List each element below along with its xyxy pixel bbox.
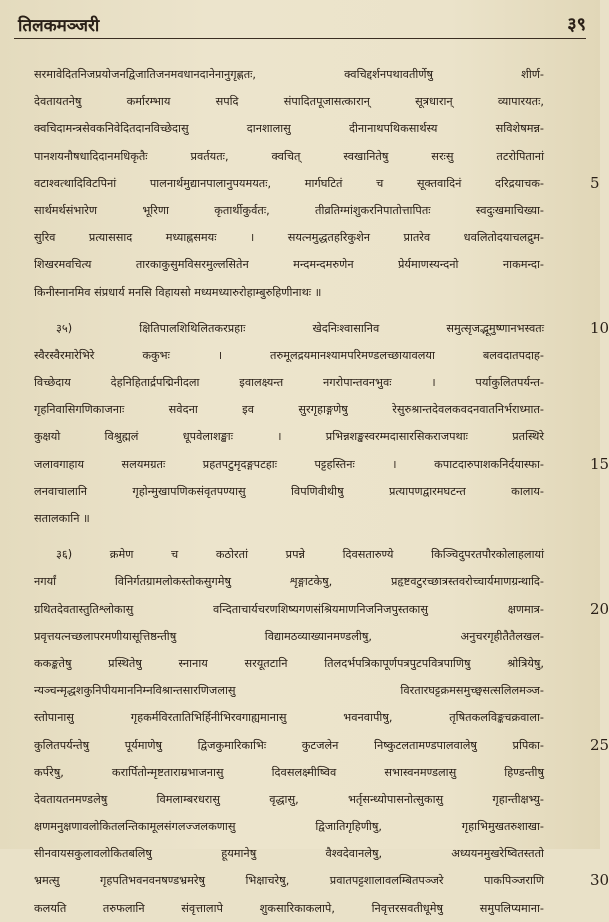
text-line [34,423,544,450]
text-line [34,732,609,759]
text-line [34,170,600,197]
line-number: 5 [590,173,600,192]
text-line-content: ३५) क्षितिपालशिथिलितकरप्रहाः खेदनिःश्वासानिव समुत्सृजद्भूमुष्णानभस्वतः [56,321,544,335]
line-number: 10 [590,318,609,337]
text-line-content: पानशयनौषधादिदानमधिकृतैः प्रवर्तयतः, क्वचित् स्वखानितेषु सरःसु तटरोपितानां [34,149,544,163]
text-line-content: वटाश्वत्थादिविटपिनां पालनार्थमुद्यानपालानुपयमयतः, मार्गघटितं च सूक्तवादिनं दरिद्रयाचक- [34,176,544,190]
text-line [34,143,544,170]
text-line-content: शिखरमवचित्य तारकाकुसुमविसरमुल्लसितेन मन्दमन्दमरुणेन प्रेर्यमाणस्यन्दनो नाकमन्दा- [34,258,544,272]
text-line-content: भ्रमत्सु गृहपतिभवनवनषण्डभ्रमरेषु भिक्षाचरेषु, प्रवातपट्टशालावलम्बितपञ्जरे पाकपिञ्जराणि [34,874,544,888]
text-line-content: क्षणमनुक्षणावलोकितलन्तिकामूलसंगलज्जलकणासु द्विजातिगृहिणीषु, गृहाभिमुखतरुशाखा- [34,820,544,834]
text-line [34,840,544,867]
text-line-content: प्रवृत्तयत्नच्छलापरमणीयासूत्तिष्ठन्तीषु विद्यामठव्याख्यानमण्डलीषु, अनुचरगृहीतैतैलखल- [34,629,544,643]
sanskrit-text-body [34,61,609,922]
line-number: 30 [590,871,609,890]
text-line-content: विच्छेदाय देहनिहितार्द्रपद्मिनीदला इवालक्ष्यन्त नगरोपान्तवनभुवः । पर्याकुलितपर्यन्त- [34,376,544,390]
text-line-content: कलयति तरुफलानि संवृत्तालापे शुकसारिकाकलापे, निवृत्तरसवतीधूमेषु समुपलिप्यमाना- [34,901,544,915]
text-line-content: लनवाचालानि गृहोन्मुखापणिकसंवृतपण्यासु विपणिवीथीषु प्रत्यापणद्वारमघटन्त कालाय- [34,484,544,498]
text-line-content: सतालकानि ॥ [34,512,90,525]
text-line-content: न्यञ्चन्मृद्धशकुनिपीयमाननिम्नविश्रान्तसारणिजलासु विरतारघट्टक्रमसमुच्छ्वसत्सलिलमञ्ज- [34,684,544,698]
text-line-content: नगर्यां विनिर्गतग्रामलोकस्तोकसुगमेषु शृङ्गाटकेषु, प्रहृष्टवटुरच्छात्रस्तवरोच्चार्यमाणग्रन्थादि- [34,575,544,589]
text-line-content: सुरिव प्रत्याससाद मध्याह्नसमयः । सयत्नमुद्धतहरिकुशेन प्रातरेव धवलितोदयाचलद्रुम- [34,231,544,245]
text-line [34,197,544,224]
text-line [34,596,609,623]
text-line-content: ग्रथितदेवतास्तुतिश्लोकासु वन्दिताचार्यचरणशिष्यगणसंश्रियमाणनिजनिजपुस्तकासु क्षणमात्र- [34,602,544,616]
text-line [34,677,544,704]
text-line [34,61,544,88]
text-line [34,704,544,731]
text-line-content: स्वैरस्वैरमारेभिरे ककुभः । तरुमूलद्रयमानश्यामपरिमण्डलच्छायावलया बलवदातपदाह- [34,348,544,362]
text-line-content: ककङ्कतेषु प्रस्थितेषु स्नानाय सरयूतटानि तिलदर्भपत्रिकापूर्णपत्रपुटपवित्रपाणिषु श्रोत्रियेषु, [34,656,544,670]
line-number: 15 [590,454,609,473]
text-line [34,650,544,677]
text-line-content: सरमावेदितनिजप्रयोजनद्विजातिजनमवधानदानेनानुगृह्णतः, क्वचिद्दर्शनपथावतीर्णेषु शीर्ण- [34,68,544,81]
text-line [34,478,544,505]
text-line [34,867,609,894]
text-line [34,396,544,423]
text-line-content: कर्परेषु, करार्पितोन्मृष्टताराम्रभाजनासु दिवसलक्ष्मीष्विव सभास्वनमण्डलासु हिण्डन्तीषु [34,765,544,779]
text-line-content: क्वचिदामन्त्रसेवकनिवेदितदानविच्छेदासु दानशालासु दीनानाथपथिकसार्थस्य सविशेषमन्न- [34,122,544,136]
text-line [34,342,544,369]
text-line-content: जलावगाहाय सलयमग्रतः प्रहतपटुमृदङ्गपटहाः पट्टहस्तिनः । कपाटदारुपाशकनिर्दयास्फा- [34,457,544,471]
text-line [34,813,544,840]
line-number: 20 [590,599,609,618]
text-line [34,895,544,922]
running-head-title: तिलकमञ्जरी [18,16,100,36]
text-line-content: सीनवायसकुलावलोकितबलिषु हूयमानेषु वैश्वदेवानलेषु, अध्ययनमुखरेष्वितस्ततो [34,847,544,861]
text-line [34,279,544,306]
text-line-content: सार्थमर्थसंभारेण भूरिणा कृतार्थीकुर्वतः, तीव्रतिग्मांशुकरनिपातोत्तापितः स्वदुःखमाचिख्या- [34,203,544,217]
text-line-content: कुक्षयो विश्रुह्मलं धूपवेलाशङ्खाः । प्रभिन्नशङ्खस्वरम्मदासारसिकराजपथाः प्रतस्थिरे [34,430,544,444]
text-line [34,224,544,251]
text-line [34,623,544,650]
text-line [34,786,544,813]
running-head [14,12,586,39]
text-line-content: देवतायतनेषु कर्मारम्भाय सपदि संपादितपूजासत्कारान् सूत्रधारान् व्यापारयतः, [34,95,544,109]
text-line [34,115,544,142]
text-line-content: देवतायतनमण्डलेषु विमलाम्बरधरासु वृद्धासु, भर्तृसन्ध्योपासनोत्सुकासु गृहान्तीक्षभ्यु- [34,792,544,806]
page-number: ३९ [567,14,586,35]
text-line-content: गृहनिवासिगणिकाजनाः सवेदना इव सुरगृहाङ्गणेषु रेसुरुश्रान्तदेवलकवदनवातनिर्भराध्मात- [34,403,544,417]
text-line [34,505,544,532]
text-line [34,451,609,478]
text-line [34,759,544,786]
text-line-content: ३६) क्रमेण च कठोरतां प्रपन्ने दिवसतारुण्ये किञ्चिदुपरतपौरकोलाहलायां [56,548,544,562]
text-line [34,251,544,278]
line-number: 25 [590,735,609,754]
text-line-content: किनीस्नानमिव संप्रधार्य मनसि विहायसो मध्यमध्यारुरोहाम्बुरुहिणीनाथः ॥ [34,285,322,299]
text-line-content: स्तोपानासु गृहकर्मविरतातिभिर्हिनीभिरवगाह्यमानासु भवनवापीषु, तृषितकलविङ्कचक्रवाला- [34,711,544,725]
text-line [34,88,544,115]
text-line-content: कुलितपर्यन्तेषु पूर्यमाणेषु द्विजकुमारिकाभिः कुटजलेन निष्कुटलतामण्डपालवालेषु प्रपिका- [34,738,544,752]
text-line [34,568,544,595]
text-line [34,369,544,396]
text-line [34,315,609,342]
text-line [34,541,544,568]
